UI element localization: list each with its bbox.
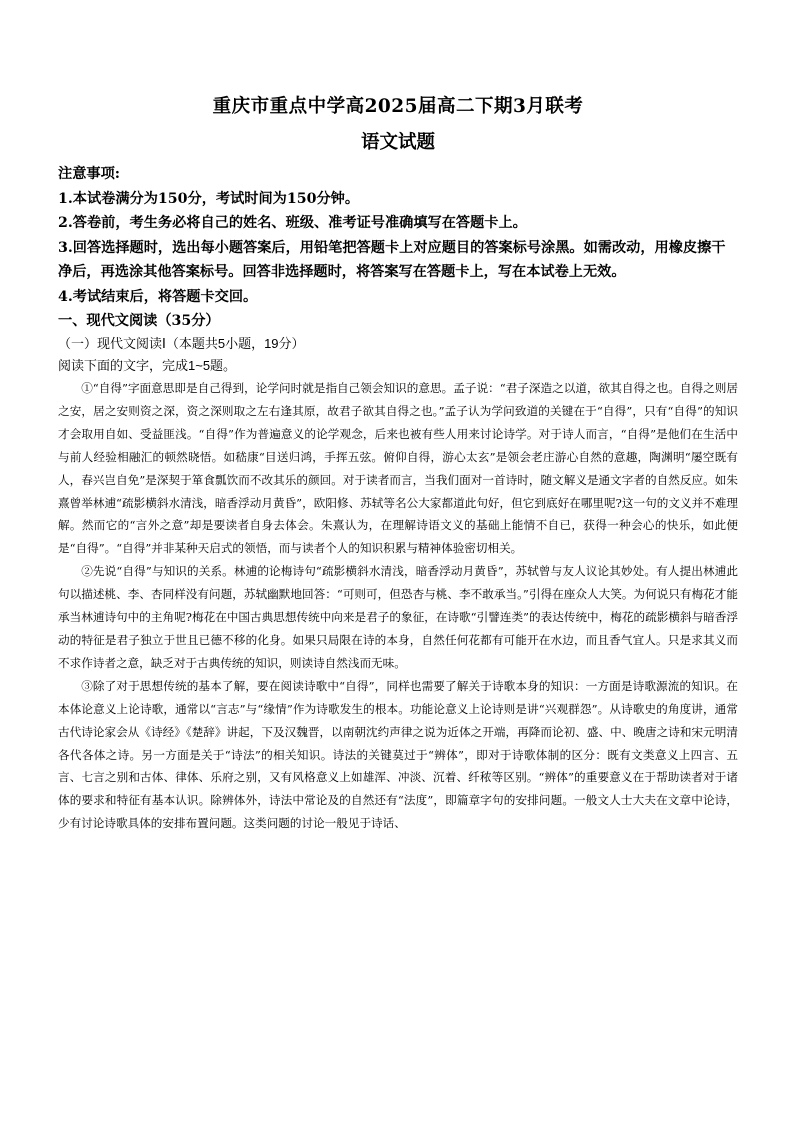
notice-item-4: 4.考试结束后，将答题卡交回。 <box>58 288 258 305</box>
notice-item-2: 2.答卷前，考生务必将自己的姓名、班级、准考证号准确填写在答题卡上。 <box>58 215 527 231</box>
reading-passage <box>58 377 738 835</box>
passage-paragraph-1: ①“自得”字面意思即是自己得到，论学问时就是指自己领会知识的意思。孟子说：“君子深造之以道，欲其自得之也。自得之则居之安，居之安则资之深，资之深则取之左右逢其原，故君子欲其自得之也。”孟子认为学问致道的关键在于“自得”，只有“自得”的知识才会取用自如、受益匪浅。“自得”作为普遍意义的论学观念，后来也被有些人用来讨论诗学。对于诗人而言，“自得”是他们在生活中与前人经验相融汇的顿然晓悟。如嵇康“目送归鸿，手挥五弦。俯仰自得，游心太玄”是领会老庄游心自然的意趣，陶渊明“屡空既有人，春兴岂自免”是深契于箪食瓢饮而不改其乐的颜回。对于读者而言，当我们面对一首诗时，随文解义是通文字者的自然反应。如朱熹曾举林逋“疏影横斜水清浅，暗香浮动月黄昏”，欧阳修、苏轼等名公大家都道此句好，但它到底好在哪里呢?这一句的文义并不难理解。然而它的“言外之意”却是要读者自身去体会。朱熹认为，在理解诗语文义的基础上能情不自已，获得一种会心的快乐，如此便是“自得”。“自得”并非某种天启式的领悟，而与读者个人的知识积累与精神体验密切相关。 <box>58 381 738 556</box>
notice-item-3: 3.回答选择题时，选出每小题答案后，用铅笔把答题卡上对应题目的答案标号涂黑。如需改动，用橡皮擦干净后，再选涂其他答案标号。回答非选择题时，将答案写在答题卡上，写在本试卷上无效。 <box>58 239 726 280</box>
notice-heading: 注意事项: <box>58 166 120 182</box>
exam-subtitle: 语文试题 <box>360 132 435 153</box>
notice-block <box>58 162 738 309</box>
reading-instruction: 阅读下面的文字，完成1~5题。 <box>58 358 237 373</box>
section-subheading: （一）现代文阅读Ⅰ（本题共5小题，19分） <box>58 336 305 351</box>
exam-page <box>58 92 738 835</box>
passage-paragraph-3: ③除了对于思想传统的基本了解，要在阅读诗歌中“自得”，同样也需要了解关于诗歌本身的知识：一方面是诗歌源流的知识。在本体论意义上论诗歌，通常以“言志”与“缘情”作为诗歌发生的根本。功能论意义上论诗则是讲“兴观群怨”。从诗歌史的角度讲，通常古代诗论家会从《诗经》《楚辞》讲起，下及汉魏晋，以南朝沈约声律之说为近体之开端，再降而论初、盛、中、晚唐之诗和宋元明清各代各体之诗。另一方面是关于“诗法”的相关知识。诗法的关键莫过于“辨体”，即对于诗歌体制的区分：既有文类意义上四言、五言、七言之别和古体、律体、乐府之别，又有风格意义上如雄浑、冲淡、沉着、纤秾等区别。“辨体”的重要意义在于帮助读者对于诸体的要求和特征有基本认识。除辨体外，诗法中常论及的自然还有“法度”，即篇章字句的安排问题。一般文人士大夫在文章中论诗，少有讨论诗歌具体的安排布置问题。这类问题的讨论一般见于诗话、 <box>58 678 738 831</box>
notice-item-1: 1.本试卷满分为150分，考试时间为150分钟。 <box>58 190 360 207</box>
passage-paragraph-2: ②先说“自得”与知识的关系。林逋的论梅诗句“疏影横斜水清浅，暗香浮动月黄昏”，苏轼曾与友人议论其妙处。有人提出林逋此句以描述桃、李、杏同样没有问题，苏轼幽默地回答：“可则可，但恐杏与桃、李不敢承当。”引得在座众人大笑。为何说只有梅花才能承当林逋诗句中的主角呢?梅花在中国古典思想传统中向来是君子的象征，在诗歌“引譬连类”的表达传统中，梅花的疏影横斜与暗香浮动的特征是君子独立于世且已德不移的化身。如果只局限在诗的本身，自然任何花都有可能开在水边，而且香气宜人。只是求其义而不求作诗者之意，缺乏对于古典传统的知识，则读诗自然浅而无味。 <box>58 564 738 670</box>
exam-title: 重庆市重点中学高2025届高二下期3月联考 <box>212 96 584 117</box>
section-heading: 一、现代文阅读（35分） <box>58 313 220 329</box>
